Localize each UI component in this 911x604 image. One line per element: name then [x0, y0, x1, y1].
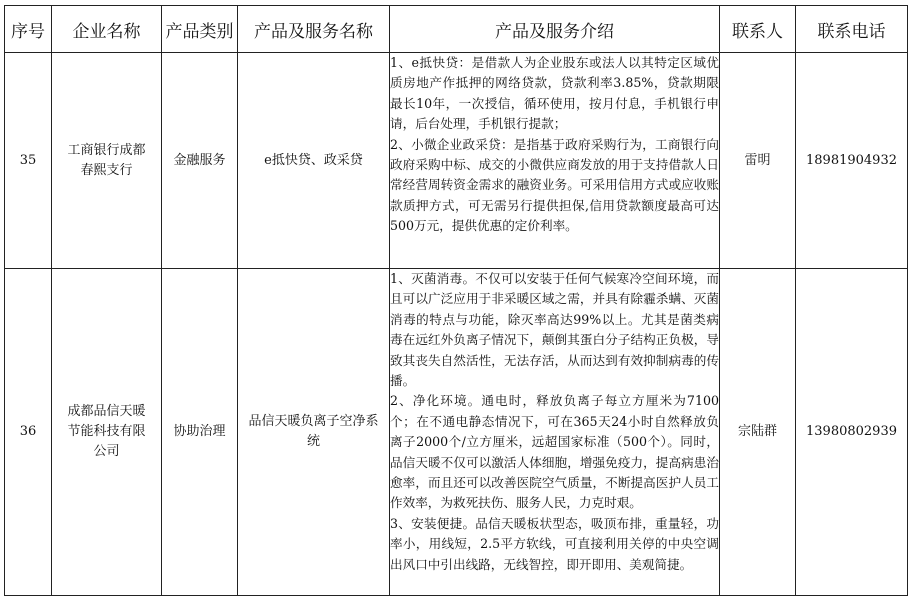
header-category: 产品类别 [162, 6, 238, 53]
header-product: 产品及服务名称 [238, 6, 390, 53]
header-intro: 产品及服务介绍 [390, 6, 720, 53]
table-row [5, 269, 908, 596]
product-name-cell [238, 269, 390, 596]
product-intro-cell [390, 53, 720, 269]
intro-paragraph: 1、灭菌消毒。不仅可以安装于任何气候寒冷空间环境，而且可以广泛应用于非采暖区域之需，并具有除霾杀螨、灭菌消毒的特点与功能，除灭率高达99%以上。尤其是菌类病毒在远红外负离子情况下，颠倒其蛋白分子结构正负极，导致其丧失自然活性，无法存活，从而达到有效抑制病毒的传播。 [390, 271, 719, 389]
product-name-cell: e抵快贷、政采贷 [238, 53, 390, 269]
table-row [5, 53, 908, 269]
phone-number-cell: 13980802939 [796, 269, 908, 596]
product-name: 品信天暖负离子空净系统 [248, 414, 379, 449]
header-phone: 联系电话 [796, 6, 908, 53]
company-name: 成都品信天暖节能科技有限公司 [67, 404, 146, 459]
intro-paragraph: 1、e抵快贷：是借款人为企业股东或法人以其特定区域优质房地产作抵押的网络贷款，贷款利率3.85%，贷款期限最长10年，一次授信，循环使用，按月付息，手机银行申请，后台处理，手机银行提款； [390, 55, 719, 132]
contact-person-cell: 宗陆群 [720, 269, 796, 596]
header-company: 企业名称 [52, 6, 162, 53]
intro-paragraph: 2、小微企业政采贷：是指基于政府采购行为，工商银行向政府采购中标、成交的小微供应商发放的用于支持借款人日常经营周转资金需求的融资业务。可采用信用方式或应收账款质押方式，可无需另行提供担保,信用贷款额度最高可达500万元，提供优惠的定价利率。 [390, 136, 719, 234]
intro-paragraph: 2、净化环境。通电时，释放负离子每立方厘米为7100个；在不通电静态情况下，可在365天24小时自然释放负离子2000个/立方厘米，远超国家标准（500个）。同时，品信天暖不仅可以激活人体细胞，增强免疫力，提高病患治愈率，而且还可以改善医院空气质量，不断提高医护人员工作效率，为救死扶伤、服务人民，力克时艰。 [390, 393, 719, 511]
row-number: 36 [5, 269, 52, 596]
contact-person-cell: 雷明 [720, 53, 796, 269]
company-name: 工商银行成都春熙支行 [67, 142, 146, 178]
company-name-cell [52, 53, 162, 269]
category-cell: 协助治理 [162, 269, 238, 596]
header-row [5, 6, 908, 53]
enterprise-product-table [4, 5, 908, 596]
header-no: 序号 [5, 6, 52, 53]
company-name-cell [52, 269, 162, 596]
product-intro-cell [390, 269, 720, 596]
category-cell: 金融服务 [162, 53, 238, 269]
intro-paragraph: 3、安装便捷。品信天暖板状型态，吸顶布排，重量轻，功率小，用线短，2.5平方软线，可直接利用关停的中央空调出风口中引出线路，无线智控，即开即用、美观简捷。 [390, 515, 719, 572]
phone-number-cell: 18981904932 [796, 53, 908, 269]
header-contact: 联系人 [720, 6, 796, 53]
row-number: 35 [5, 53, 52, 269]
